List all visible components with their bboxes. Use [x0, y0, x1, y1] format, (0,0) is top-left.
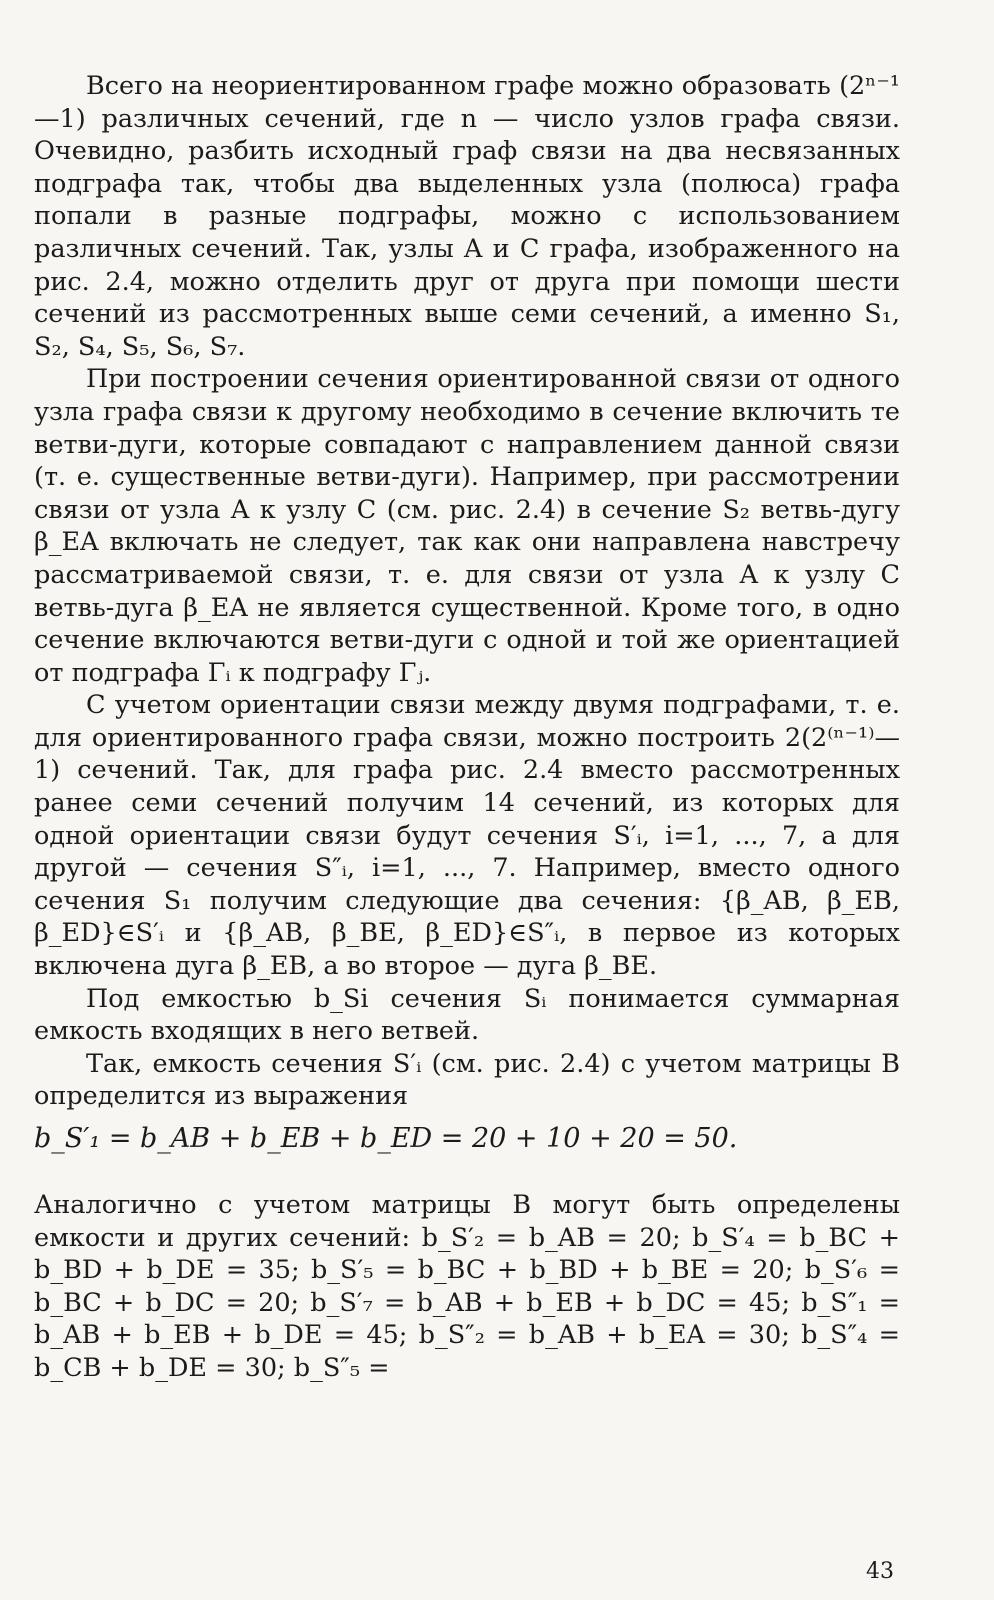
paragraph-6: Аналогично с учетом матрицы B могут быть определены емкости и других сечений: b_S′₂ = b_AB = 20; b_S′₄ = b_BC + b_BD + b_DE = 35; b_S′₅ = b_BC + b_BD + b_BE = 20; b_S′₆ = b_BC + b_DC = 20; b_S′₇ = b_AB + b_EB + b_DC = 45; b_S″₁ = b_AB + b_EB + b_DE = 45; b_S″₂ = b_AB + b_EA = 30; b_S″₄ = b_CB + b_DE = 30; b_S″₅ =: [34, 1190, 900, 1383]
paragraph-1: Всего на неориентированном графе можно образовать (2ⁿ⁻¹—1) различных сечений, где n — число узлов графа связи. Очевидно, разбить исходный граф связи на два несвязанных подграфа так, чтобы два выделенных узла (полюса) графа попали в разные подграфы, можно с использованием различных сечений. Так, узлы A и C графа, изображенного на рис. 2.4, можно отделить друг от друга при помощи шести сечений из рассмотренных выше семи сечений, а именно S₁, S₂, S₄, S₅, S₆, S₇.: [34, 71, 900, 362]
paragraph-2: При построении сечения ориентированной связи от одного узла графа связи к другому необходимо в сечение включить те ветви-дуги, которые совпадают с направлением данной связи (т. е. существенные ветви-дуги). Например, при рассмотрении связи от узла A к узлу C (см. рис. 2.4) в сечение S₂ ветвь-дугу β_EA включать не следует, так как они направлена навстречу рассматриваемой связи, т. е. для связи от узла A к узлу C ветвь-дуга β_EA не является существенной. Кроме того, в одно сечение включаются ветви-дуги с одной и той же ориентацией от подграфа Γᵢ к подграфу Γⱼ.: [34, 364, 900, 688]
paragraph-3: С учетом ориентации связи между двумя подграфами, т. е. для ориентированного графа связи, можно построить 2(2⁽ⁿ⁻¹⁾—1) сечений. Так, для графа рис. 2.4 вместо рассмотренных ранее семи сечений получим 14 сечений, из которых для одной ориентации связи будут сечения S′ᵢ, i=1, ..., 7, а для другой — сечения S″ᵢ, i=1, ..., 7. Например, вместо одного сечения S₁ получим следующие два сечения: {β_AB, β_EB, β_ED}∈S′ᵢ и {β_AB, β_BE, β_ED}∈S″ᵢ, в первое из которых включена дуга β_EB, а во второе — дуга β_BE.: [34, 690, 900, 982]
paragraph-4: Под емкостью b_Si сечения Sᵢ понимается суммарная емкость входящих в него ветвей.: [34, 983, 900, 1047]
page-number: 43: [866, 1559, 894, 1584]
paragraph-5: Так, емкость сечения S′ᵢ (см. рис. 2.4) с учетом матрицы B определится из выражения: [34, 1048, 900, 1112]
text-block: [34, 70, 900, 1385]
capacity-formula: b_S′₁ = b_AB + b_EB + b_ED = 20 + 10 + 20 = 50.: [34, 1123, 738, 1154]
